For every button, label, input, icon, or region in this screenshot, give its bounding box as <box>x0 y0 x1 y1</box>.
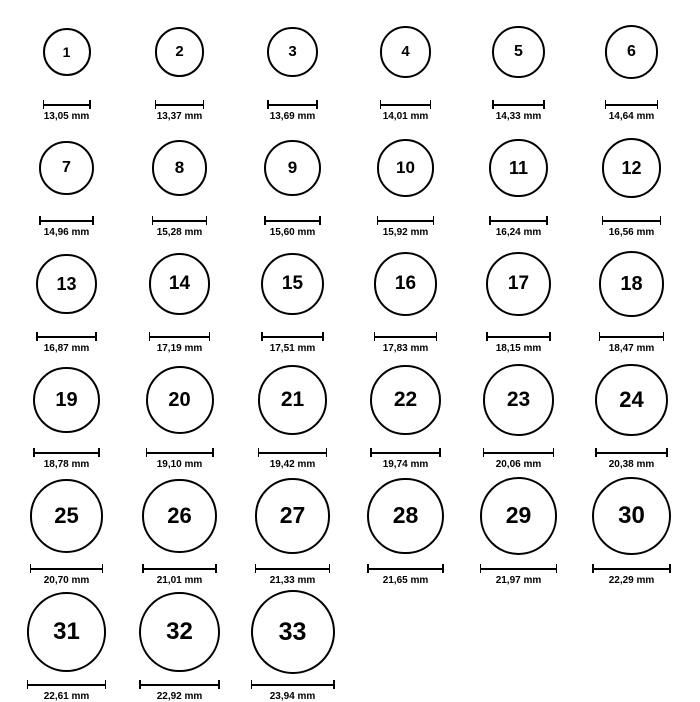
measure-bar-icon <box>39 216 93 225</box>
ring-size-number: 7 <box>62 159 71 176</box>
ring-size-number: 19 <box>55 389 78 411</box>
ring-size-cell[interactable] <box>462 354 575 470</box>
diameter-label: 20,06 mm <box>495 459 542 470</box>
ring-circle-wrap <box>599 238 665 330</box>
ring-circle-icon <box>267 27 317 77</box>
ring-circle-wrap <box>592 470 671 562</box>
diameter-label: 21,01 mm <box>156 575 203 586</box>
measure-bar-icon <box>599 332 665 341</box>
ring-circle-icon <box>43 28 91 76</box>
ring-size-number: 6 <box>627 43 636 60</box>
ring-size-number: 5 <box>514 43 523 60</box>
ring-size-number: 4 <box>401 43 410 61</box>
ring-circle-icon <box>492 26 544 78</box>
diameter-measure <box>489 216 548 238</box>
measure-bar-icon <box>251 680 335 689</box>
ring-circle-wrap <box>155 6 204 98</box>
diameter-measure <box>152 216 207 238</box>
ring-size-cell[interactable] <box>10 6 123 122</box>
ring-size-cell[interactable] <box>123 6 236 122</box>
ring-circle-wrap <box>152 122 207 214</box>
ring-size-cell[interactable] <box>236 122 349 238</box>
diameter-measure <box>139 680 220 702</box>
diameter-measure <box>486 332 551 354</box>
diameter-label: 17,83 mm <box>382 343 429 354</box>
diameter-label: 15,92 mm <box>382 227 429 238</box>
diameter-measure <box>595 448 667 470</box>
measure-bar-icon <box>492 100 544 109</box>
ring-circle-icon <box>605 25 658 78</box>
ring-size-row <box>10 238 690 354</box>
ring-circle-icon <box>595 364 667 436</box>
ring-circle-wrap <box>139 586 220 678</box>
diameter-measure <box>599 332 665 354</box>
diameter-label: 13,05 mm <box>43 111 90 122</box>
ring-size-cell[interactable] <box>349 354 462 470</box>
ring-size-cell[interactable] <box>10 470 123 586</box>
ring-circle-icon <box>142 479 216 553</box>
ring-circle-icon <box>36 254 97 315</box>
measure-bar-icon <box>149 332 211 341</box>
diameter-label: 22,29 mm <box>608 575 655 586</box>
ring-circle-icon <box>374 252 438 316</box>
ring-size-number: 2 <box>175 43 184 61</box>
measure-bar-icon <box>36 332 97 341</box>
diameter-measure <box>374 332 438 354</box>
ring-circle-wrap <box>605 6 658 98</box>
diameter-measure <box>377 216 434 238</box>
ring-size-cell[interactable] <box>575 122 688 238</box>
ring-circle-icon <box>480 477 557 554</box>
ring-size-cell[interactable] <box>575 6 688 122</box>
diameter-label: 20,38 mm <box>608 459 655 470</box>
ring-size-grid <box>10 6 690 702</box>
diameter-label: 14,96 mm <box>43 227 90 238</box>
diameter-measure <box>33 448 100 470</box>
ring-size-number: 13 <box>56 274 77 294</box>
measure-bar-icon <box>30 564 103 573</box>
measure-bar-icon <box>489 216 548 225</box>
measure-bar-icon <box>33 448 100 457</box>
diameter-label: 18,47 mm <box>608 343 655 354</box>
ring-size-number: 14 <box>168 273 191 295</box>
ring-size-number: 27 <box>279 502 306 529</box>
diameter-measure <box>142 564 216 586</box>
ring-size-cell[interactable] <box>10 354 123 470</box>
diameter-measure <box>155 100 204 122</box>
ring-circle-wrap <box>370 354 440 446</box>
ring-circle-icon <box>258 365 327 434</box>
ring-size-number: 22 <box>393 388 418 412</box>
diameter-measure <box>255 564 330 586</box>
ring-circle-icon <box>483 364 554 435</box>
diameter-measure <box>480 564 557 586</box>
ring-size-number: 33 <box>278 617 307 646</box>
diameter-label: 14,01 mm <box>382 111 429 122</box>
ring-circle-icon <box>146 366 214 434</box>
diameter-label: 21,65 mm <box>382 575 429 586</box>
ring-size-row <box>10 354 690 470</box>
ring-size-number: 9 <box>287 158 298 178</box>
ring-size-cell[interactable] <box>462 122 575 238</box>
ring-size-number: 16 <box>394 273 417 295</box>
diameter-measure <box>592 564 671 586</box>
diameter-label: 21,33 mm <box>269 575 316 586</box>
ring-size-number: 23 <box>506 388 531 412</box>
ring-size-number: 17 <box>507 273 530 295</box>
ring-circle-wrap <box>486 238 551 330</box>
ring-circle-wrap <box>267 6 317 98</box>
ring-circle-wrap <box>30 470 103 562</box>
diameter-measure <box>264 216 320 238</box>
diameter-label: 22,61 mm <box>43 691 90 702</box>
ring-size-number: 29 <box>505 502 532 529</box>
diameter-measure <box>43 100 91 122</box>
diameter-measure <box>39 216 93 238</box>
ring-size-number: 24 <box>619 387 644 412</box>
ring-circle-icon <box>486 252 551 317</box>
ring-size-cell[interactable] <box>575 470 688 586</box>
ring-size-number: 31 <box>53 618 80 645</box>
diameter-label: 21,97 mm <box>495 575 542 586</box>
diameter-measure <box>146 448 214 470</box>
ring-size-cell[interactable] <box>575 238 688 354</box>
ring-size-number: 26 <box>167 503 192 528</box>
measure-bar-icon <box>142 564 216 573</box>
diameter-label: 19,10 mm <box>156 459 203 470</box>
diameter-measure <box>483 448 554 470</box>
ring-size-cell[interactable] <box>123 586 236 702</box>
ring-circle-wrap <box>27 586 107 678</box>
ring-circle-icon <box>370 365 440 435</box>
ring-circle-wrap <box>251 586 335 678</box>
ring-size-row <box>10 6 690 122</box>
measure-bar-icon <box>480 564 557 573</box>
measure-bar-icon <box>486 332 551 341</box>
diameter-label: 16,87 mm <box>43 343 90 354</box>
diameter-measure <box>602 216 662 238</box>
ring-size-cell[interactable] <box>349 122 462 238</box>
ring-size-number: 10 <box>396 158 415 178</box>
measure-bar-icon <box>258 448 327 457</box>
measure-bar-icon <box>155 100 204 109</box>
measure-bar-icon <box>602 216 662 225</box>
measure-bar-icon <box>139 680 220 689</box>
ring-circle-icon <box>255 478 330 553</box>
ring-size-cell[interactable] <box>236 470 349 586</box>
ring-circle-icon <box>155 27 204 76</box>
diameter-measure <box>258 448 327 470</box>
ring-circle-icon <box>39 141 93 195</box>
ring-circle-wrap <box>492 6 544 98</box>
measure-bar-icon <box>595 448 667 457</box>
ring-circle-wrap <box>43 6 91 98</box>
ring-size-cell[interactable] <box>10 586 123 702</box>
ring-size-row <box>10 470 690 586</box>
ring-size-cell[interactable] <box>123 122 236 238</box>
diameter-measure <box>30 564 103 586</box>
ring-circle-icon <box>602 138 662 198</box>
diameter-label: 20,70 mm <box>43 575 90 586</box>
ring-size-number: 1 <box>62 44 71 60</box>
ring-size-row <box>10 122 690 238</box>
ring-size-number: 15 <box>281 273 304 295</box>
ring-size-cell[interactable] <box>123 238 236 354</box>
ring-circle-wrap <box>36 238 97 330</box>
diameter-measure <box>605 100 658 122</box>
ring-circle-wrap <box>480 470 557 562</box>
measure-bar-icon <box>374 332 438 341</box>
diameter-measure <box>492 100 544 122</box>
ring-size-number: 18 <box>620 273 643 295</box>
diameter-measure <box>27 680 107 702</box>
ring-size-number: 32 <box>166 618 193 645</box>
measure-bar-icon <box>377 216 434 225</box>
diameter-measure <box>251 680 335 702</box>
measure-bar-icon <box>255 564 330 573</box>
measure-bar-icon <box>264 216 320 225</box>
ring-circle-icon <box>592 477 671 556</box>
ring-circle-icon <box>261 253 324 316</box>
ring-size-cell[interactable] <box>236 586 349 702</box>
ring-size-cell[interactable] <box>236 6 349 122</box>
diameter-label: 13,69 mm <box>269 111 316 122</box>
ring-circle-icon <box>27 592 107 672</box>
diameter-label: 15,60 mm <box>269 227 316 238</box>
ring-circle-icon <box>251 590 335 674</box>
ring-size-cell[interactable] <box>123 354 236 470</box>
measure-bar-icon <box>380 100 431 109</box>
ring-circle-wrap <box>602 122 662 214</box>
ring-circle-wrap <box>489 122 548 214</box>
ring-size-number: 12 <box>621 158 642 178</box>
ring-size-cell[interactable] <box>123 470 236 586</box>
ring-circle-wrap <box>33 354 100 446</box>
ring-size-number: 11 <box>508 158 529 178</box>
diameter-label: 19,74 mm <box>382 459 429 470</box>
diameter-label: 22,92 mm <box>156 691 203 702</box>
ring-circle-icon <box>30 479 103 552</box>
ring-circle-wrap <box>377 122 434 214</box>
ring-circle-wrap <box>380 6 431 98</box>
ring-circle-wrap <box>258 354 327 446</box>
diameter-label: 16,24 mm <box>495 227 542 238</box>
ring-size-number: 30 <box>618 502 645 529</box>
diameter-measure <box>267 100 317 122</box>
diameter-label: 23,94 mm <box>269 691 316 702</box>
ring-size-cell[interactable] <box>349 6 462 122</box>
diameter-measure <box>36 332 97 354</box>
ring-circle-icon <box>367 478 443 554</box>
diameter-measure <box>380 100 431 122</box>
diameter-measure <box>367 564 443 586</box>
ring-circle-wrap <box>261 238 324 330</box>
diameter-measure <box>149 332 211 354</box>
ring-size-cell[interactable] <box>349 238 462 354</box>
diameter-measure <box>261 332 324 354</box>
diameter-measure <box>370 448 440 470</box>
ring-size-cell[interactable] <box>462 6 575 122</box>
diameter-label: 16,56 mm <box>608 227 655 238</box>
ring-size-number: 25 <box>54 503 79 528</box>
measure-bar-icon <box>261 332 324 341</box>
ring-circle-wrap <box>264 122 320 214</box>
ring-circle-icon <box>377 139 434 196</box>
diameter-label: 13,37 mm <box>156 111 203 122</box>
ring-size-number: 3 <box>288 43 297 61</box>
ring-circle-icon <box>599 251 665 317</box>
ring-circle-wrap <box>255 470 330 562</box>
ring-circle-icon <box>264 140 320 196</box>
measure-bar-icon <box>267 100 317 109</box>
ring-circle-icon <box>139 592 220 673</box>
ring-size-row <box>10 586 690 702</box>
ring-circle-wrap <box>595 354 667 446</box>
ring-size-cell[interactable] <box>462 238 575 354</box>
ring-size-cell[interactable] <box>349 470 462 586</box>
ring-size-cell[interactable] <box>236 354 349 470</box>
measure-bar-icon <box>367 564 443 573</box>
ring-size-number: 8 <box>174 158 185 178</box>
ring-circle-wrap <box>483 354 554 446</box>
diameter-label: 14,64 mm <box>608 111 655 122</box>
ring-size-cell[interactable] <box>10 238 123 354</box>
diameter-label: 19,42 mm <box>269 459 316 470</box>
ring-size-cell[interactable] <box>10 122 123 238</box>
ring-size-cell[interactable] <box>462 470 575 586</box>
ring-circle-wrap <box>367 470 443 562</box>
measure-bar-icon <box>152 216 207 225</box>
ring-circle-wrap <box>146 354 214 446</box>
measure-bar-icon <box>605 100 658 109</box>
measure-bar-icon <box>483 448 554 457</box>
ring-circle-icon <box>489 139 548 198</box>
measure-bar-icon <box>592 564 671 573</box>
measure-bar-icon <box>370 448 440 457</box>
ring-size-number: 28 <box>392 502 419 529</box>
ring-circle-wrap <box>149 238 211 330</box>
diameter-label: 18,78 mm <box>43 459 90 470</box>
ring-circle-icon <box>33 367 100 434</box>
measure-bar-icon <box>43 100 91 109</box>
diameter-label: 18,15 mm <box>495 343 542 354</box>
ring-circle-wrap <box>142 470 216 562</box>
ring-size-cell[interactable] <box>236 238 349 354</box>
diameter-label: 15,28 mm <box>156 227 203 238</box>
ring-size-cell[interactable] <box>575 354 688 470</box>
ring-circle-icon <box>380 26 431 77</box>
ring-circle-wrap <box>374 238 438 330</box>
diameter-label: 17,51 mm <box>269 343 316 354</box>
diameter-label: 17,19 mm <box>156 343 203 354</box>
ring-circle-icon <box>149 253 211 315</box>
measure-bar-icon <box>146 448 214 457</box>
diameter-label: 14,33 mm <box>495 111 542 122</box>
ring-circle-wrap <box>39 122 93 214</box>
ring-size-number: 21 <box>280 388 305 412</box>
ring-size-number: 20 <box>168 389 191 411</box>
ring-circle-icon <box>152 140 207 195</box>
measure-bar-icon <box>27 680 107 689</box>
